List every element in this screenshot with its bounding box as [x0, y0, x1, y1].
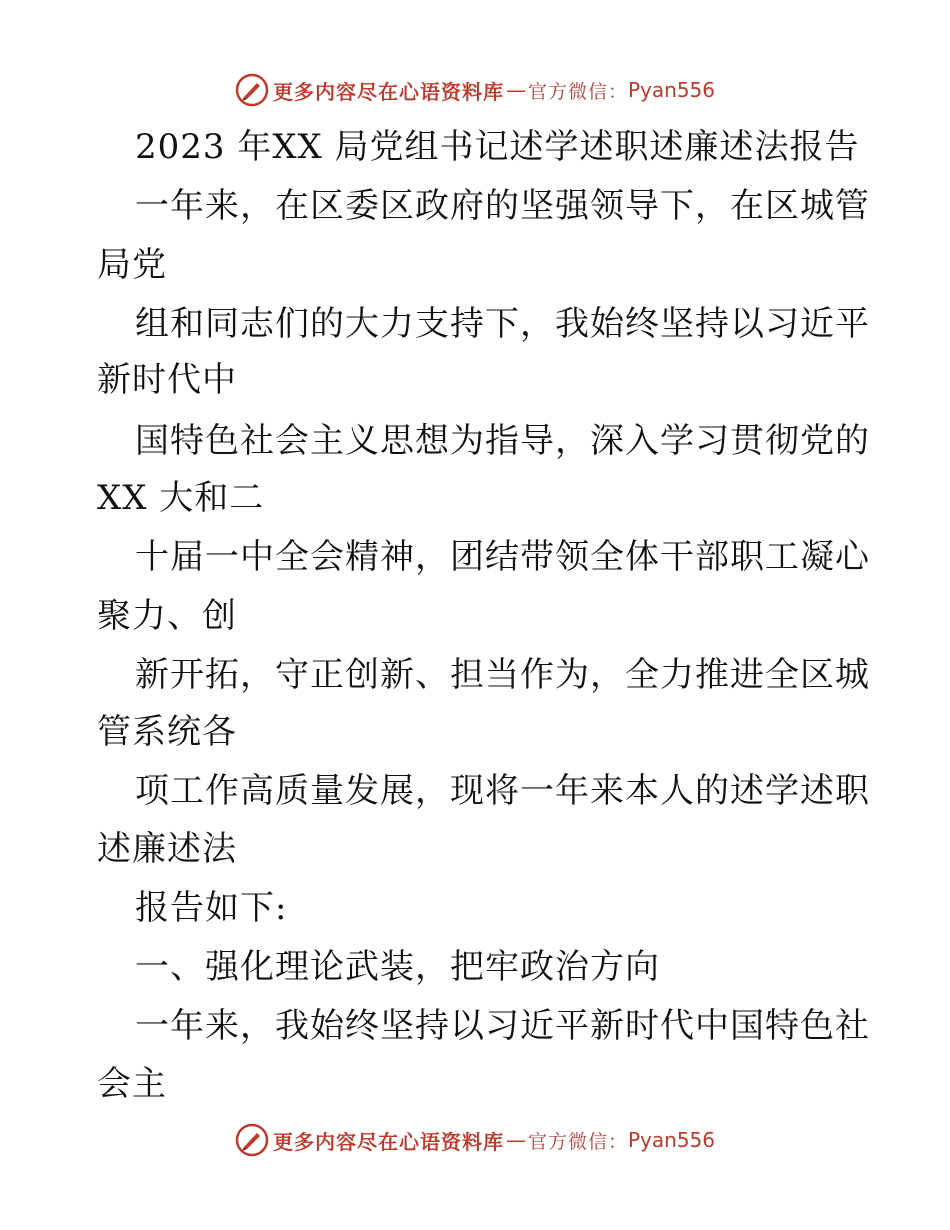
banner-dash: — — [505, 78, 526, 102]
site-name: 更多内容尽在心语资料库 — [272, 1129, 504, 1154]
body-line: 局党 — [97, 245, 167, 285]
body-line: 聚力、创 — [97, 596, 237, 636]
quill-logo-icon — [235, 73, 269, 107]
body-line: 项工作高质量发展，现将一年来本人的述学述职 — [135, 771, 870, 811]
banner-dash: — — [505, 1128, 526, 1152]
wechat-label: 官方微信： — [527, 1130, 628, 1153]
site-name: 更多内容尽在心语资料库 — [272, 79, 504, 104]
body-line: XX 大和二 — [97, 478, 265, 518]
body-line: 会主 — [97, 1064, 167, 1104]
document-title: 2023 年XX 局党组书记述学述职述廉述法报告 — [135, 127, 860, 167]
header-banner — [0, 70, 950, 110]
body-line: 管系统各 — [97, 712, 237, 752]
quill-logo-icon — [235, 1123, 269, 1157]
wechat-id: Pyan556 — [628, 78, 716, 102]
body-line: 述廉述法 — [97, 829, 237, 869]
section-heading: 一、强化理论武装，把牢政治方向 — [135, 947, 660, 987]
body-line: 报告如下: — [135, 888, 288, 928]
body-line: 一年来，在区委区政府的坚强领导下，在区城管 — [135, 186, 870, 226]
body-line: 新时代中 — [97, 360, 237, 400]
footer-banner — [0, 1120, 950, 1160]
body-line: 一年来，我始终坚持以习近平新时代中国特色社 — [135, 1006, 870, 1046]
body-line: 组和同志们的大力支持下，我始终坚持以习近平 — [135, 304, 870, 344]
wechat-id: Pyan556 — [628, 1128, 716, 1152]
body-line: 国特色社会主义思想为指导，深入学习贯彻党的 — [135, 421, 870, 461]
body-line: 十届一中全会精神，团结带领全体干部职工凝心 — [135, 537, 870, 577]
body-line: 新开拓，守正创新、担当作为，全力推进全区城 — [135, 655, 870, 695]
wechat-label: 官方微信： — [527, 80, 628, 103]
